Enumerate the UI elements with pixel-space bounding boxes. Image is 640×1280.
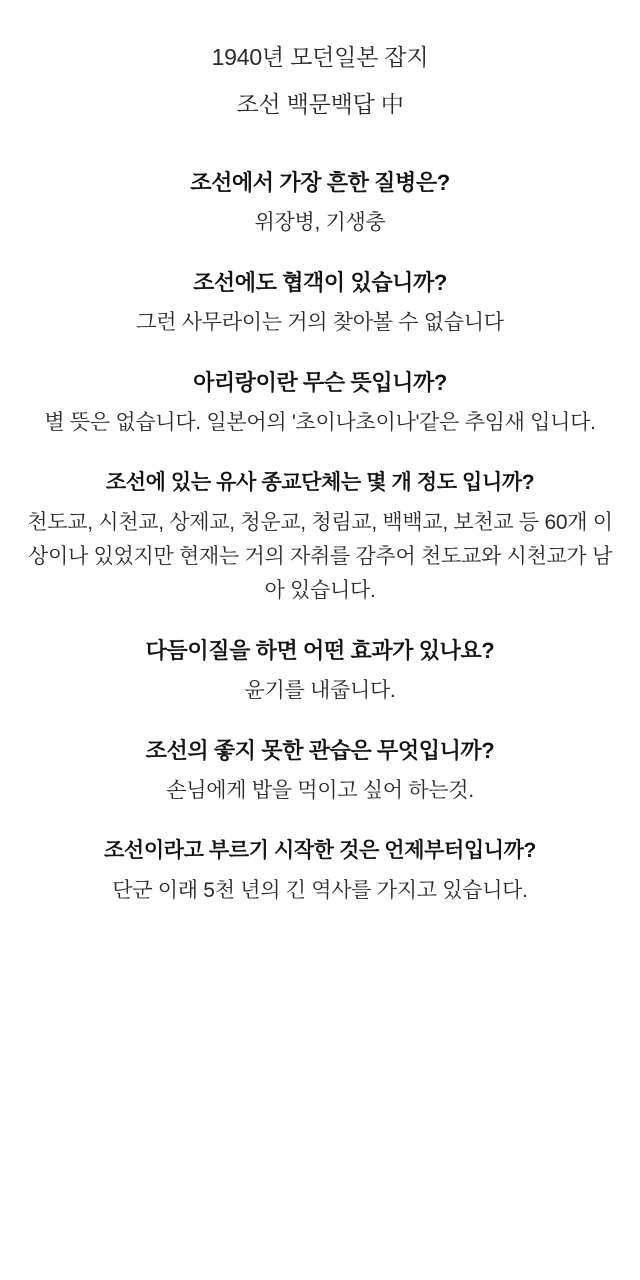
qa-question: 조선에 있는 유사 종교단체는 몇 개 정도 입니까?: [105, 471, 535, 494]
qa-answer: 천도교, 시천교, 상제교, 청운교, 청림교, 백백교, 보천교 등 60개 이상이나 있었지만 현재는 거의 자취를 감추어 천도교와 시천교가 남아 있습니다.: [27, 511, 613, 602]
qa-block: [18, 266, 622, 340]
qa-question: 다듬이질을 하면 어떤 효과가 있나요?: [145, 638, 495, 663]
qa-answer: 별 뜻은 없습니다. 일본어의 '초이나초이나'같은 추임새 입니다.: [44, 411, 596, 434]
qa-answer: 위장병, 기생충: [254, 211, 386, 234]
qa-answer: 그런 사무라이는 거의 찾아볼 수 없습니다: [136, 311, 504, 334]
document-header: [18, 34, 622, 128]
qa-block: [18, 834, 622, 908]
qa-question: 조선의 좋지 못한 관습은 무엇입니까?: [145, 738, 495, 763]
header-spacer: [18, 128, 622, 142]
qa-question: 조선이라고 부르기 시작한 것은 언제부터입니까?: [104, 839, 536, 862]
qa-question: 조선에서 가장 흔한 질병은?: [190, 170, 450, 195]
qa-question: 조선에도 협객이 있습니까?: [193, 270, 447, 295]
qa-answer: 단군 이래 5천 년의 긴 역사를 가지고 있습니다.: [112, 879, 528, 902]
qa-block: [18, 734, 622, 808]
qa-list: [18, 166, 622, 934]
qa-answer: 손님에게 밥을 먹이고 싶어 하는것.: [166, 779, 474, 802]
qa-answer: 윤기를 내줍니다.: [244, 679, 396, 702]
header-title-line-2: 조선 백문백답 中: [236, 91, 404, 117]
qa-block: [18, 166, 622, 240]
header-title-line-1: 1940년 모던일본 잡지: [211, 44, 429, 70]
qa-block: [18, 634, 622, 708]
qa-block: [18, 466, 622, 608]
qa-question: 아리랑이란 무슨 뜻입니까?: [193, 370, 447, 395]
qa-block: [18, 366, 622, 440]
